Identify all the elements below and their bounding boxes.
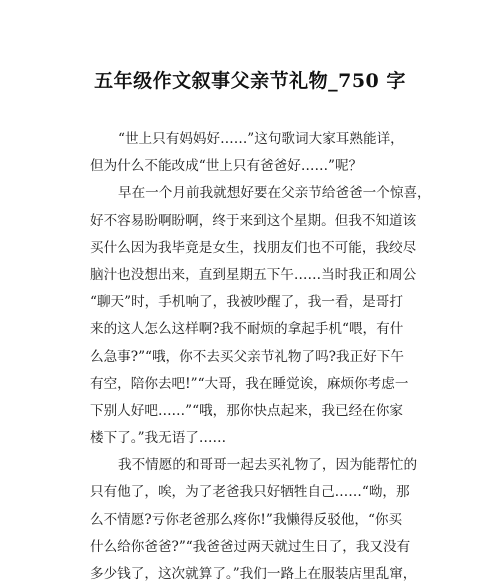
document-body [90,126,431,588]
text-line: 楼下了。”我无语了…… [90,430,227,447]
text-line: “聊天”时，手机响了，我被吵醒了，我一看，是哥打 [90,294,403,311]
text-line: 下别人好吧……”“哦，那你快点起来，我已经在你家 [90,402,403,419]
text-line: 好不容易盼啊盼啊，终于来到这个星期。但我不知道该 [90,212,417,229]
text-line: 脑汁也没想出来，直到星期五下午……当时我正和周公 [90,266,417,283]
text-line: 有空，陪你去吧!”“大哥，我在睡觉诶，麻烦你考虑一 [90,375,409,392]
text-line: 什么给你爸爸?”“我爸爸过两天就过生日了，我又没有 [90,538,411,555]
text-line: 我不情愿的和哥哥一起去买礼物了，因为能帮忙的 [118,457,418,474]
text-line: 多少钱了，这次就算了。”我们一路上在服装店里乱窜， [90,566,417,582]
text-line: 么急事?”“哦，你不去买父亲节礼物了吗?我正好下午 [90,348,404,365]
text-line: “世上只有妈妈好……”这句歌词大家耳熟能详， [118,131,404,147]
text-line: 早在一个月前我就想好要在父亲节给爸爸一个惊喜， [118,185,431,202]
document-title: 五年级作文叙事父亲节礼物_750 字 [94,70,406,92]
text-line: 买什么因为我毕竟是女生，找朋友们也不可能，我绞尽 [90,239,417,256]
text-line: 只有他了，唉，为了老爸我只好牺牲自己……“呦，那 [90,484,410,501]
text-line: 来的这人怎么这样啊?我不耐烦的拿起手机“喂，有什 [90,321,404,338]
text-line: 么不情愿?亏你老爸那么疼你!”我懒得反驳他，“你买 [90,511,403,528]
text-line: 但为什么不能改成“世上只有爸爸好……”呢？ [90,158,363,175]
